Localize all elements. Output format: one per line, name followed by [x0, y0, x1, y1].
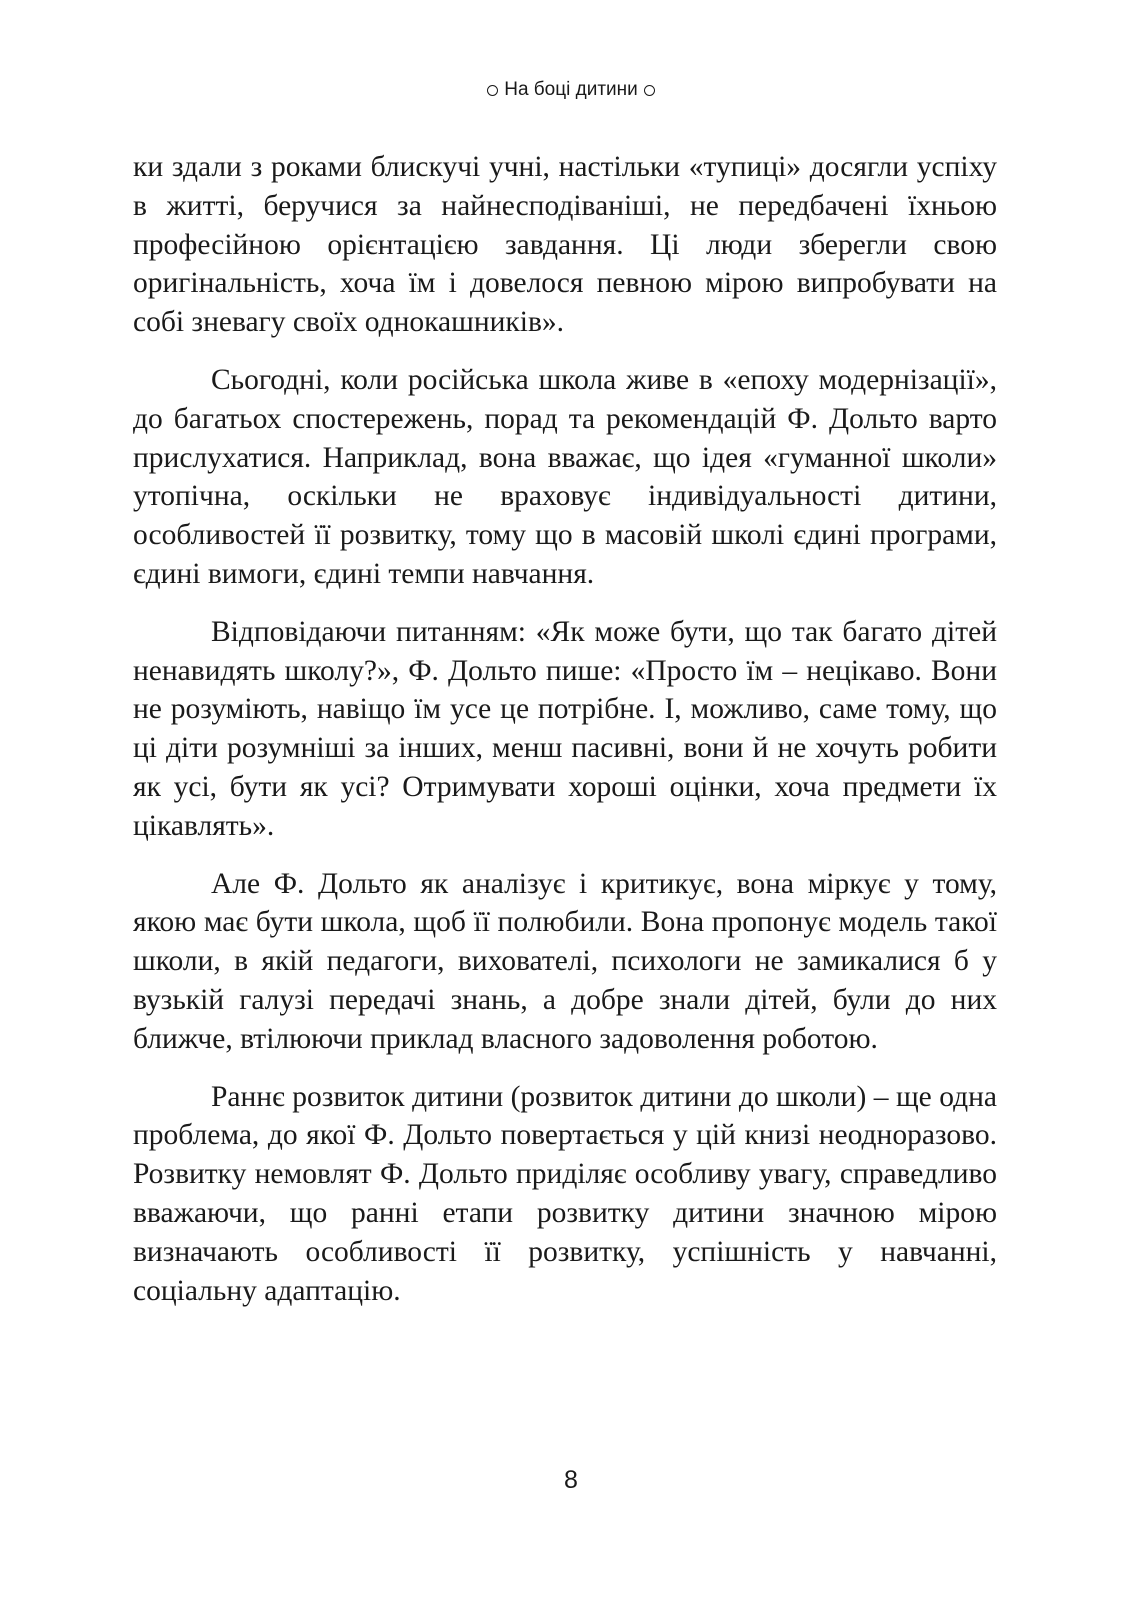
circle-ornament-icon — [487, 85, 498, 96]
paragraph: Раннє розвиток дитини (розвиток дитини до школи) – ще одна проблема, до якої Ф. Дольто повертається у цій книзі неодноразово. Розвитку немовлят Ф. Дольто приділяє особливу увагу, справедливо вважаючи, що ранні етапи розвитку дитини значною мірою визначають особливості її розвитку, успішність у навчанні, соціальну адаптацію. — [133, 1080, 997, 1307]
paragraph: Але Ф. Дольто як аналізує і критикує, вона міркує у тому, якою має бути школа, щоб її полюбили. Вона пропонує модель такої школи, в якій педагоги, вихователі, психологи не замикалися б у вузькій галузі передачі знань, а добре знали дітей, були до них ближче, втілюючи приклад власного задоволення роботою. — [133, 867, 997, 1055]
main-text — [133, 148, 997, 1329]
paragraph: Сьогодні, коли російська школа живе в «епоху модернізації», до багатьох спостережень, порад та рекомендацій Ф. Дольто варто прислухатися. Наприклад, вона вважає, що ідея «гуманної школи» утопічна, оскільки не враховує індивідуальності дитини, особливостей її розвитку, тому що в масовій школі єдині програми, єдині вимоги, єдині темпи навчання. — [133, 363, 997, 590]
circle-ornament-icon — [644, 85, 655, 96]
paragraph: Відповідаючи питанням: «Як може бути, що так багато дітей ненавидять школу?», Ф. Дольто пише: «Просто їм – нецікаво. Вони не розуміють, навіщо їм усе це потрібне. І, можливо, саме тому, що ці діти розумніші за інших, менш пасивні, вони й не хочуть робити як усі, бути як усі? Отримувати хороші оцінки, хоча предмети їх цікавлять». — [133, 615, 997, 842]
paragraph-continuation: ки здали з роками блискучі учні, настільки «тупиці» досягли успіху в житті, беручися за найнесподіваніші, не передбачені їхньою професійною орієнтацією завдання. Ці люди зберегли свою оригінальність, хоча їм і довелося певною мірою випробувати на собі зневагу своїх однокашників». — [133, 151, 997, 339]
running-header — [0, 78, 1142, 102]
page-number: 8 — [564, 1466, 578, 1494]
running-title: На боці дитини — [504, 79, 638, 100]
